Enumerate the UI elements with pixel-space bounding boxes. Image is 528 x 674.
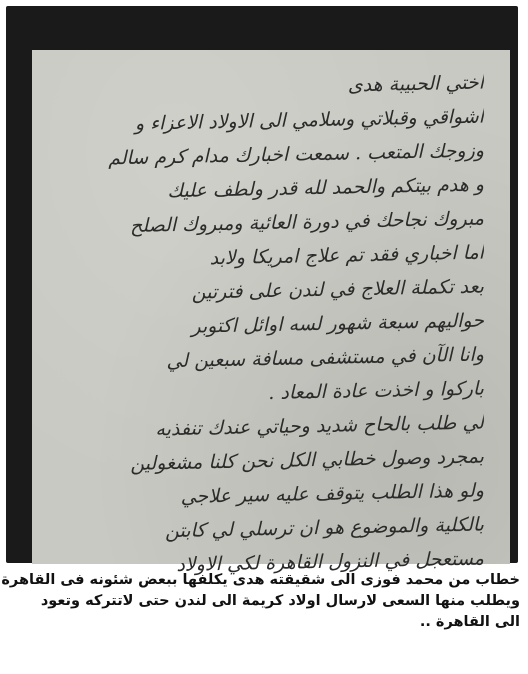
photo-caption — [1, 570, 520, 633]
letter-line: اما اخباري فقد تم علاج امريكا ولابد — [209, 241, 485, 270]
caption-line-3: الى القاهرة .. — [419, 614, 520, 630]
letter-line: ولو هذا الطلب يتوقف عليه سير علاجي — [180, 479, 485, 508]
caption-line-1: خطاب من محمد فوزى الى شقيقته هدى يكلفها ببعض شئونه فى القاهرة — [1, 572, 520, 588]
letter-body — [58, 70, 485, 576]
letter-line: لي طلب بالحاح شديد وحياتي عندك تنفذيه — [155, 411, 485, 441]
letter-line: اشواقي وقبلاتي وسلامي الى الاولاد الاعزاء و — [134, 105, 485, 135]
letter-line: حواليهم سبعة شهور لسه اوائل اكتوبر — [191, 309, 485, 338]
letter-photo-frame — [6, 6, 518, 576]
letter-line: اختي الحبيبة هدى — [347, 71, 485, 97]
letter-line: وانا الآن في مستشفى مسافة سبعين لي — [166, 343, 485, 373]
letter-line: و هدم بيتكم والحمد لله قدر ولطف عليك — [167, 173, 485, 203]
letter-line: مستعجل في النزول القاهرة لكي الاولاد — [176, 547, 485, 576]
letter-line: مبروك نجاحك في دورة العائية ومبروك الصلح — [129, 207, 485, 237]
letter-line: باركوا و اخذت عادة المعاد . — [268, 377, 485, 405]
letter-line: بعد تكملة العلاج في لندن على فترتين — [191, 275, 485, 304]
handwritten-letter — [32, 50, 510, 576]
letter-line: بالكلية والموضوع هو ان ترسلي لي كابتن — [164, 513, 485, 543]
letter-line: بمجرد وصول خطابي الكل نحن كلنا مشغولين — [129, 445, 485, 475]
caption-line-2: ويطلب منها السعى لارسال اولاد كريمة الى لندن حتى لاتتركه وتعود — [40, 593, 520, 609]
letter-line: وزوجك المتعب . سمعت اخبارك مدام كرم سالم — [107, 139, 485, 170]
